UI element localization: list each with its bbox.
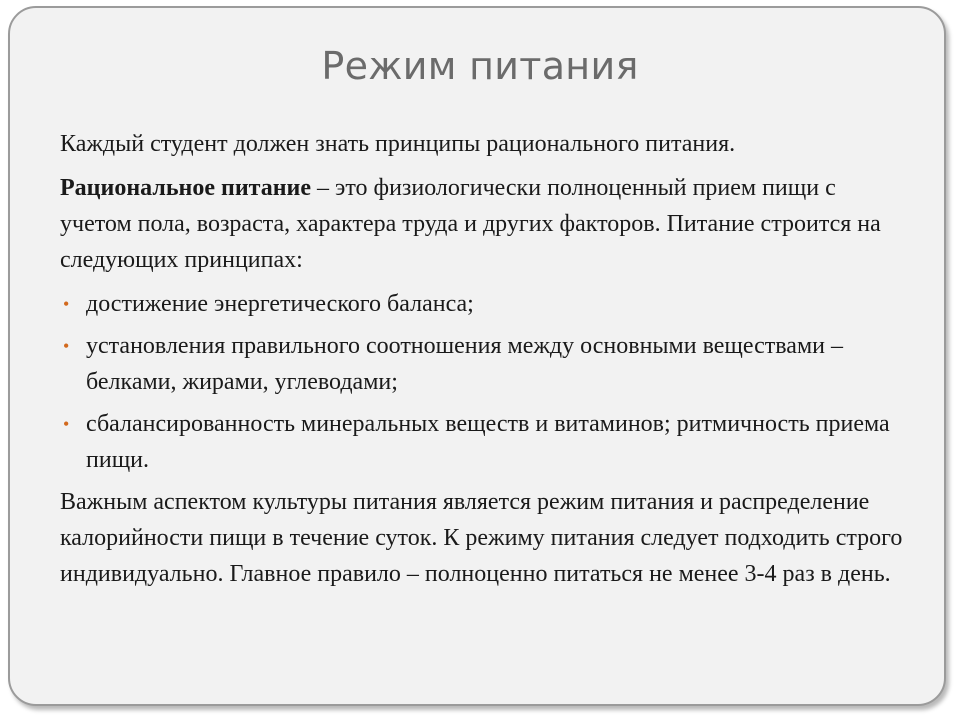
list-item-text: сбалансированность минеральных веществ и витаминов; ритмичность приема пищи.: [86, 411, 890, 473]
list-item-text: достижение энергетического баланса;: [86, 291, 474, 317]
definition-paragraph: [60, 170, 910, 278]
bullet-dot-icon: •: [63, 336, 70, 356]
slide-content: [60, 126, 910, 600]
conclusion-paragraph: Важным аспектом культуры питания является режим питания и распределение калорийности пищи в течение суток. К режиму питания следует подходить строго индивидуально. Главное правило – полноценно питаться не менее 3-4 раз в день.: [60, 489, 903, 587]
definition-text: – это физиологически полноценный прием пищи с учетом пола, возраста, характера труда и других факторов. Питание строится на следующих принципах:: [60, 175, 881, 273]
definition-term: Рациональное питание: [60, 175, 312, 201]
intro-paragraph: Каждый студент должен знать принципы рационального питания.: [60, 131, 736, 157]
list-item: [60, 286, 910, 322]
list-item: [60, 406, 910, 478]
list-item-text: установления правильного соотношения между основными веществами – белками, жирами, углеводами;: [86, 333, 843, 395]
list-item: [60, 328, 910, 400]
principles-list: [60, 286, 910, 478]
bullet-dot-icon: •: [63, 294, 70, 314]
slide-title: Режим питания: [321, 44, 639, 88]
bullet-dot-icon: •: [63, 414, 70, 434]
